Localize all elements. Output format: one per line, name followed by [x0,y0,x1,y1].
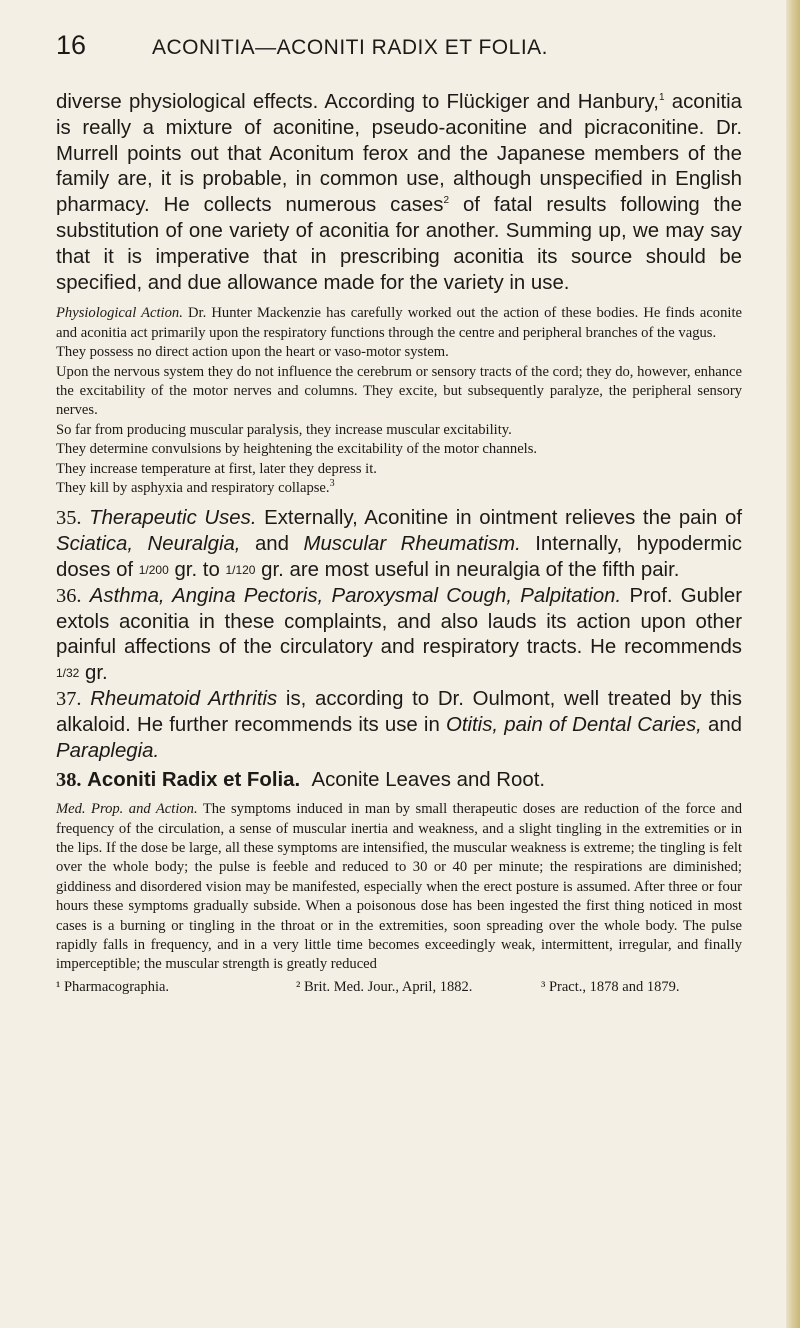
physiological-item: They increase temperature at first, later they depress it. [56,460,377,477]
footnote: ² Brit. Med. Jour., April, 1882. [296,978,473,995]
intro-paragraph: diverse physiological effects. According to Flückiger and Hanbury,$^1$ aconitia is really a mixture of aconitine, pseudo-aconitine and picraconitine. Dr. Murrell points out that Aconitum ferox and the Japanese members of the family are, it is probable, in common use, although unspecified in English pharmacy. He collects numerous cases$^2$ of fatal results following the substitution of one variety of aconitia for another. Summing up, we may say that it is imperative that in prescribing aconitia its source should be specified, and due allowance made for the variety in use. [56,91,743,294]
page-number: 16 [56,30,87,60]
section-36: 36. Asthma, Angina Pectoris, Paroxysmal Cough, Palpitation. Prof. Gubler extols aconitia in these complaints, and also lauds its action upon other painful affections of the circulatory and respiratory tracts. He recommends 1/32 gr. [56,584,743,685]
physiological-item: So far from producing muscular paralysis, they increase muscular excitability. [56,421,512,438]
footnote: ³ Pract., 1878 and 1879. [541,978,680,995]
running-head: ACONITIA—ACONITI RADIX ET FOLIA. [152,36,548,59]
page-edge [786,0,800,1328]
section-35: 35. Therapeutic Uses. Externally, Aconitine in ointment relieves the pain of Sciatica, Neuralgia, and Muscular Rheumatism. Internally, hypodermic doses of 1/200 gr. to 1/120 gr. are most useful in neuralgia of the fifth pair. [56,507,743,582]
med-prop-paragraph: Med. Prop. and Action. The symptoms induced in man by small therapeutic doses are reduction of the force and frequency of the circulation, a sense of muscular inertia and weakness, and a slight tingling in the extremities or in the lips. If the dose be large, all these symptoms are intensified, the muscular weakness is extreme; the tingling is felt over the whole body; the pulse is feeble and reduced to 30 or 40 per minute; the respirations are diminished; giddiness and disordered vision may be manifested, especially when the erect posture is assumed. After three or four hours these symptoms gradually subside. When a poisonous dose has been ingested the first thing noticed in most cases is a burning or tingling in the throat or in the extremities, soon spreading over the whole body. The pulse rapidly falls in frequency, and in a very little time becomes exceedingly weak, intermittent, irregular, and finally imperceptible; the muscular strength is greatly reduced [56,801,742,973]
section-37: 37. Rheumatoid Arthritis is, according to Dr. Oulmont, well treated by this alkaloid. He further recommends its use in Otitis, pain of Dental Caries, and Paraplegia. [56,688,743,762]
footnote: ¹ Pharmacographia. [56,978,170,995]
fraction: 1/120 [225,563,256,578]
section-38-heading: 38. Aconiti Radix et Folia. Aconite Leaves and Root. [56,769,546,792]
fraction: 1/200 [138,563,169,578]
page-header [56,30,742,70]
physiological-item-last: They kill by asphyxia and respiratory collapse.$^3$ [56,478,335,497]
physiological-item: They determine convulsions by heightening the excitability of the motor channels. [56,441,538,458]
physiological-item: They possess no direct action upon the heart or vaso-motor system. [56,344,449,361]
footnotes [56,979,742,996]
physiological-lead: Physiological Action. Dr. Hunter Mackenzie has carefully worked out the action of these bodies. He finds aconite and aconitia act primarily upon the respiratory functions through the centre and peripheral branches of the vagus. [56,305,742,341]
physiological-action-section [56,304,742,498]
book-page [56,30,742,996]
med-prop-heading: Med. Prop. and Action. [56,801,198,818]
physiological-heading: Physiological Action. [56,305,183,322]
fraction: 1/32 [56,666,80,681]
physiological-item: Upon the nervous system they do not influence the cerebrum or sensory tracts of the cord; they do, however, enhance the excitability of the motor nerves and columns. They excite, but subsequently paralyze, the peripheral sensory nerves. [56,363,742,419]
